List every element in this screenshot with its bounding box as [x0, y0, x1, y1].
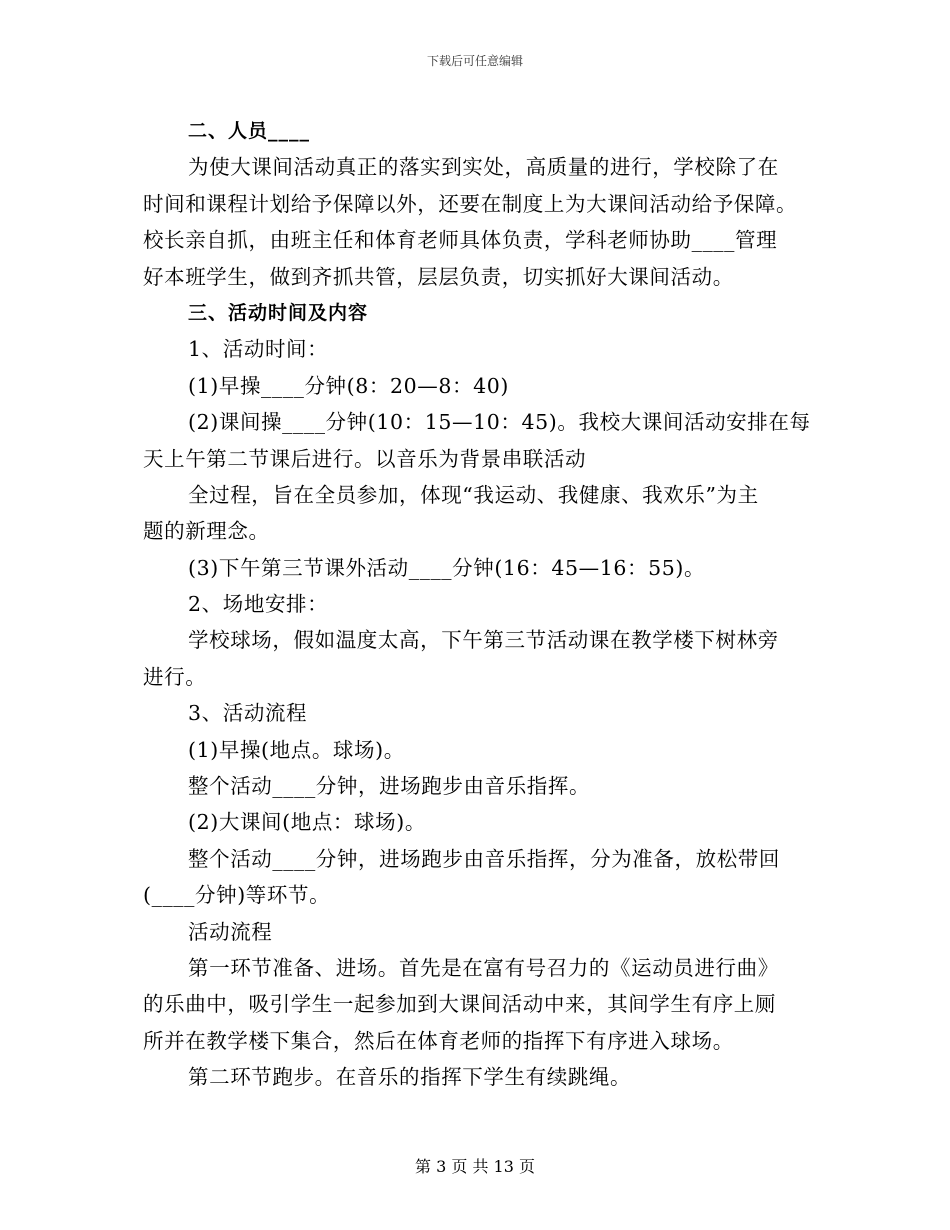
page-header: 下载后可任意编辑	[426, 54, 523, 68]
list-item: (1)早操____分钟(8：20—8：40)	[188, 373, 509, 398]
list-item: (2)课间操____分钟(10：15—10：45)。我校大课间活动安排在每	[188, 410, 811, 435]
paragraph-line: 第二环节跑步。在音乐的指挥下学生有续跳绳。	[188, 1065, 632, 1090]
paragraph-line: 所并在教学楼下集合，然后在体育老师的指挥下有序进入球场。	[143, 1028, 734, 1053]
paragraph-line: 题的新理念。	[143, 519, 270, 544]
subheading-activity-flow: 3、活动流程	[188, 701, 308, 726]
list-item: (2)大课间(地点：球场)。	[188, 810, 426, 835]
list-item: (1)早操(地点。球场)。	[188, 737, 405, 762]
document-body	[143, 113, 813, 1096]
list-item: (3)下午第三节课外活动____分钟(16：45—16：55)。	[188, 555, 706, 580]
paragraph-line: 第一环节准备、进场。首先是在富有号召力的《运动员进行曲》	[188, 955, 779, 980]
paragraph-line: 天上午第二节课后进行。以音乐为背景串联活动	[143, 446, 587, 471]
paragraph-line: 学校球场，假如温度太高，下午第三节活动课在教学楼下树林旁	[188, 628, 779, 653]
section-heading-personnel: 二、人员____	[188, 120, 311, 142]
paragraph-line: (____分钟)等环节。	[143, 883, 331, 908]
paragraph-line: 为使大课间活动真正的落实到实处，高质量的进行，学校除了在	[188, 155, 779, 180]
section-heading-time-content: 三、活动时间及内容	[188, 301, 369, 324]
paragraph-line: 时间和课程计划给予保障以外，还要在制度上为大课间活动给予保障。	[143, 191, 798, 216]
subheading-venue: 2、场地安排：	[188, 592, 329, 617]
subheading-activity-time: 1、活动时间：	[188, 337, 329, 362]
paragraph-line: 整个活动____分钟，进场跑步由音乐指挥。	[188, 774, 591, 799]
paragraph-line: 校长亲自抓，由班主任和体育老师具体负责，学科老师协助____管理	[143, 228, 778, 253]
page-number-footer: 第 3 页 共 13 页	[415, 1157, 535, 1176]
paragraph-line: 的乐曲中，吸引学生一起参加到大课间活动中来，其间学生有序上厕	[143, 992, 776, 1017]
paragraph-line: 全过程，旨在全员参加，体现“我运动、我健康、我欢乐”为主	[188, 482, 759, 507]
subheading-flow: 活动流程	[188, 919, 273, 944]
paragraph-line: 好本班学生，做到齐抓共管，层层负责，切实抓好大课间活动。	[143, 264, 734, 289]
paragraph-line: 整个活动____分钟，进场跑步由音乐指挥，分为准备，放松带回	[188, 846, 780, 871]
paragraph-line: 进行。	[143, 664, 207, 689]
